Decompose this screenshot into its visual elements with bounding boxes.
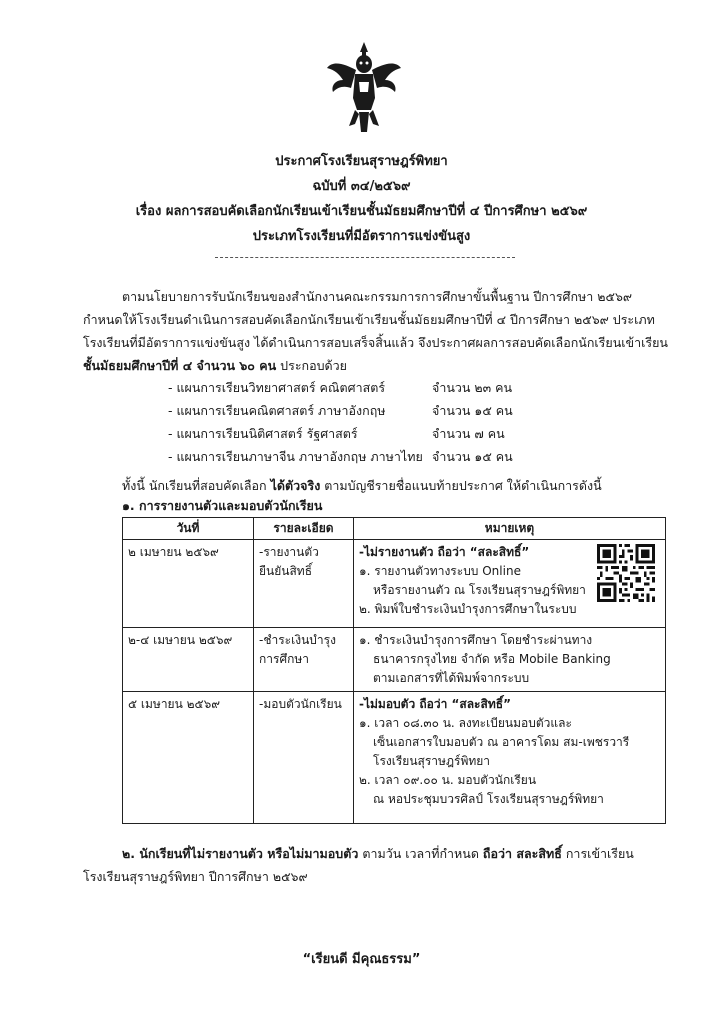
header-date: วันที่ (123, 518, 254, 540)
notice-suffix: ตามบัญชีรายชื่อแนบท้ายประกาศ ให้ดำเนินการดังนี้ (320, 478, 602, 493)
notice-bold: ได้ตัวจริง (270, 478, 321, 493)
table-row (123, 692, 666, 824)
detail-line: -มอบตัวนักเรียน (259, 697, 342, 711)
program-count: จำนวน ๑๕ คน (432, 449, 513, 464)
date-text: ๕ เมษายน ๒๕๖๙ (128, 697, 221, 711)
note-line: โรงเรียนสุราษฎร์พิทยา (373, 754, 491, 768)
detail-line: การศึกษา (259, 652, 309, 666)
row-note (354, 692, 666, 824)
header-note: หมายเหตุ (354, 518, 666, 540)
announcement-subject: เรื่อง ผลการสอบคัดเลือกนักเรียนเข้าเรียนชั้นมัธยมศึกษาปีที่ ๔ ปีการศึกษา ๒๕๖๙ (135, 204, 588, 219)
program-count: จำนวน ๑๕ คน (432, 403, 513, 418)
note-bold: -ไม่มอบตัว ถือว่า “สละสิทธิ์” (359, 697, 511, 711)
note-line: ธนาคารกรุงไทย จำกัด หรือ Mobile Banking (373, 652, 611, 666)
notice-prefix: ทั้งนี้ นักเรียนที่สอบคัดเลือก (122, 478, 271, 493)
header-divider (215, 257, 515, 258)
note-line: ๑. ชำระเงินบำรุงการศึกษา โดยชำระผ่านทาง (359, 633, 593, 647)
qr-code-icon[interactable] (597, 544, 655, 602)
program-name: - แผนการเรียนคณิตศาสตร์ ภาษาอังกฤษ (168, 403, 386, 418)
section-2-line-2: โรงเรียนสุราษฎร์พิทยา ปีการศึกษา ๒๕๖๙ (83, 869, 308, 884)
note-line: เซ็นเอกสารใบมอบตัว ณ อาคารโดม สม-เพชรวารี (373, 735, 630, 749)
intro-line-1: ตามนโยบายการรับนักเรียนของสำนักงานคณะกรรมการการศึกษาขั้นพื้นฐาน ปีการศึกษา ๒๕๖๙ (122, 289, 633, 304)
table-row (123, 628, 666, 692)
notice-line (122, 478, 602, 494)
intro-total-bold: ชั้นมัธยมศึกษาปีที่ ๔ จำนวน ๖๐ คน (83, 358, 277, 373)
intro-line-2: กำหนดให้โรงเรียนดำเนินการสอบคัดเลือกนักเรียนเข้าเรียนชั้นมัธยมศึกษาปีที่ ๔ ปีการศึกษา ๒๕๖๙ ประเภท (83, 312, 655, 327)
program-count: จำนวน ๗ คน (432, 426, 505, 441)
program-name: - แผนการเรียนวิทยาศาสตร์ คณิตศาสตร์ (168, 380, 386, 395)
note-line: ๒. พิมพ์ใบชำระเงินบำรุงการศึกษาในระบบ (359, 602, 577, 616)
schedule-table (122, 517, 666, 824)
row-detail (254, 628, 354, 692)
note-bold: -ไม่รายงานตัว ถือว่า “สละสิทธิ์” (359, 545, 530, 559)
note-line: ๒. เวลา ๐๙.๐๐ น. มอบตัวนักเรียน (359, 773, 537, 787)
table-header-row (123, 518, 666, 540)
program-name: - แผนการเรียนภาษาจีน ภาษาอังกฤษ ภาษาไทย (168, 449, 423, 464)
table-row (123, 540, 666, 628)
announcement-title: ประกาศโรงเรียนสุราษฎร์พิทยา (275, 154, 448, 169)
row-date (123, 628, 254, 692)
announcement-number: ฉบับที่ ๓๔/๒๕๖๙ (312, 179, 411, 194)
detail-line: ยืนยันสิทธิ์ (259, 564, 313, 578)
announcement-category: ประเภทโรงเรียนที่มีอัตราการแข่งขันสูง (252, 229, 471, 244)
note-line: ๑. เวลา ๐๘.๓๐ น. ลงทะเบียนมอบตัวและ (359, 716, 572, 730)
row-detail (254, 692, 354, 824)
note-line: ณ หอประชุมบวรศิลป์ โรงเรียนสุราษฎร์พิทยา (373, 792, 604, 806)
garuda-emblem-icon (325, 40, 403, 136)
row-date (123, 540, 254, 628)
note-line: ตามเอกสารที่ได้พิมพ์จากระบบ (373, 671, 530, 685)
section-2-bold: ๒. นักเรียนที่ไม่รายงานตัว หรือไม่มามอบตัว (122, 846, 359, 861)
intro-line-3: โรงเรียนที่มีอัตราการแข่งขันสูง ได้ดำเนินการสอบเสร็จสิ้นแล้ว จึงประกาศผลการสอบคัดเลือกนักเรียนเข้าเรียน (83, 335, 668, 350)
date-text: ๒ เมษายน ๒๕๖๙ (128, 545, 219, 559)
program-name: - แผนการเรียนนิติศาสตร์ รัฐศาสตร์ (168, 426, 358, 441)
date-text: ๒-๔ เมษายน ๒๕๖๙ (128, 633, 233, 647)
section-1-heading: ๑. การรายงานตัวและมอบตัวนักเรียน (122, 498, 323, 513)
note-line: หรือรายงานตัว ณ โรงเรียนสุราษฎร์พิทยา (373, 583, 586, 597)
note-line: ๑. รายงานตัวทางระบบ Online (359, 564, 521, 578)
section-2-rest: การเข้าเรียน (561, 846, 634, 861)
detail-line: -ชำระเงินบำรุง (259, 633, 336, 647)
row-date (123, 692, 254, 824)
intro-line-4 (83, 358, 347, 374)
detail-line: -รายงานตัว (259, 545, 319, 559)
row-detail (254, 540, 354, 628)
header-detail: รายละเอียด (254, 518, 354, 540)
section-2-line-1 (122, 846, 634, 862)
section-2-bold2: ถือว่า สละสิทธิ์ (482, 846, 562, 861)
program-count: จำนวน ๒๓ คน (432, 380, 513, 395)
school-motto: “เรียนดี มีคุณธรรม” (302, 952, 421, 967)
intro-line-4-rest: ประกอบด้วย (276, 358, 348, 373)
section-2-mid: ตามวัน เวลาที่กำหนด (358, 846, 483, 861)
row-note (354, 628, 666, 692)
